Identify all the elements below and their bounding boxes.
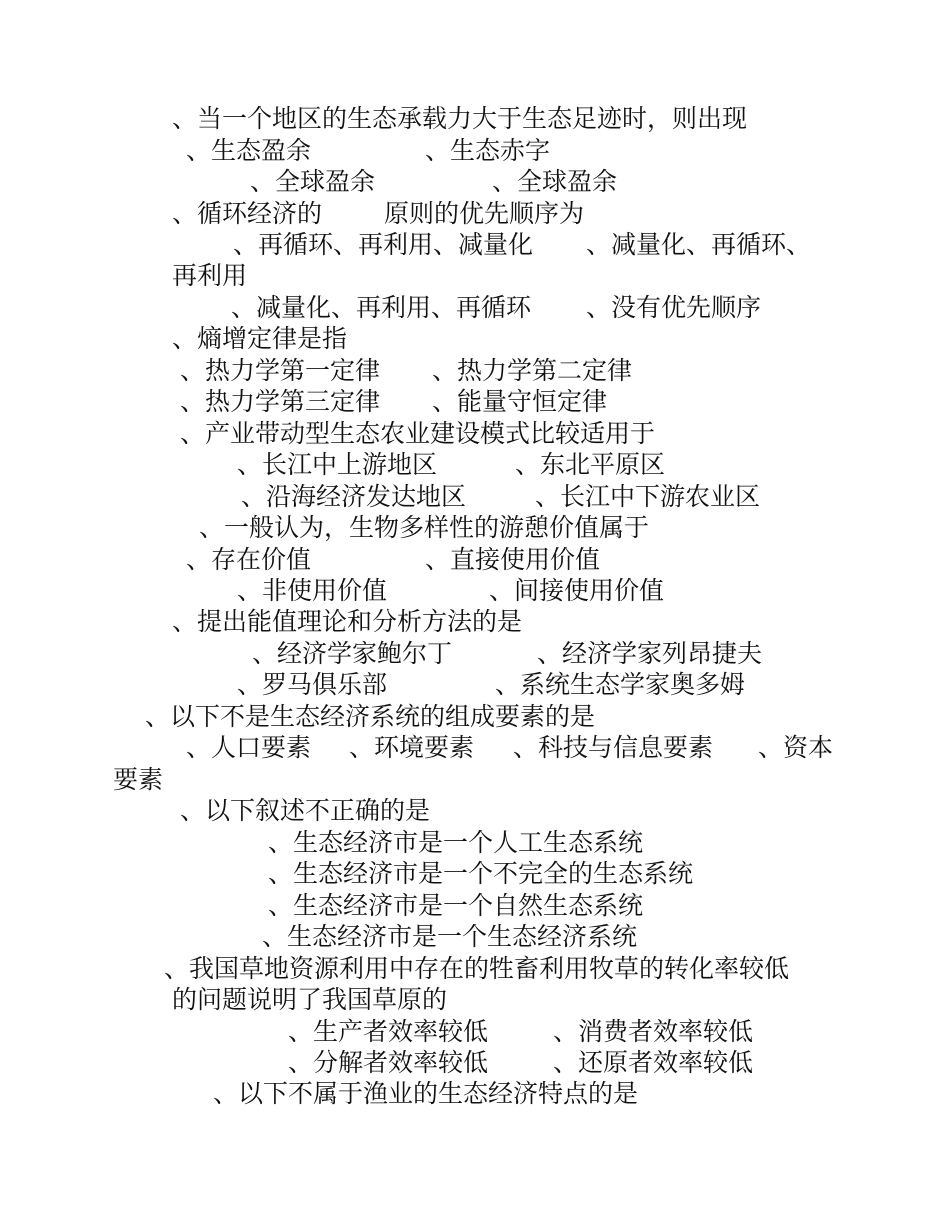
option-a: 、生态盈余 [186, 136, 312, 165]
option-d-continued: 要素 [113, 765, 164, 794]
option-b: 、环境要素 [349, 733, 475, 762]
question-9-stem: 、我国草地资源利用中存在的牲畜利用牧草的转化率较低 [164, 954, 790, 983]
option-a: 、经济学家鲍尔丁 [252, 639, 453, 668]
option-b: 、消费者效率较低 [553, 1017, 754, 1046]
option-c: 、热力学第三定律 [180, 387, 381, 416]
option-d: 、系统生态学家奥多姆 [495, 670, 746, 699]
option-b: 、热力学第二定律 [432, 356, 633, 385]
option-c: 、分解者效率较低 [288, 1048, 489, 1077]
option-a: 、生产者效率较低 [288, 1017, 489, 1046]
option-d: 、还原者效率较低 [553, 1048, 754, 1077]
option-a: 、存在价值 [186, 545, 312, 574]
option-d: 、全球盈余 [492, 167, 618, 196]
option-c: 、减量化、再利用、再循环 [231, 293, 532, 322]
question-6-stem: 、提出能值理论和分析方法的是 [172, 607, 523, 636]
option-b: 、东北平原区 [515, 450, 666, 479]
question-5-stem: 、一般认为，生物多样性的游憩价值属于 [199, 513, 650, 542]
option-b: 、生态赤字 [425, 136, 551, 165]
option-c: 、沿海经济发达地区 [241, 482, 467, 511]
option-b: 、生态经济市是一个不完全的生态系统 [268, 859, 694, 888]
option-d: 、长江中下游农业区 [535, 482, 761, 511]
option-c: 、科技与信息要素 [513, 733, 714, 762]
option-d: 、能量守恒定律 [432, 387, 608, 416]
question-7-stem: 、以下不是生态经济系统的组成要素的是 [145, 702, 596, 731]
option-d: 、生态经济市是一个生态经济系统 [262, 922, 638, 951]
question-10-stem: 、以下不属于渔业的生态经济特点的是 [213, 1079, 639, 1108]
option-c: 、非使用价值 [237, 576, 388, 605]
option-b: 、经济学家列昂捷夫 [537, 639, 763, 668]
option-b-continued: 再利用 [172, 261, 248, 290]
question-2-stem-part2: 原则的优先顺序为 [384, 199, 585, 228]
option-b: 、直接使用价值 [425, 545, 601, 574]
option-c: 、罗马俱乐部 [237, 670, 388, 699]
question-9-stem-continued: 的问题说明了我国草原的 [172, 985, 448, 1014]
option-c: 、全球盈余 [250, 167, 376, 196]
option-d: 、资本 [758, 733, 834, 762]
option-d: 、没有优先顺序 [586, 293, 762, 322]
question-8-stem: 、以下叙述不正确的是 [180, 796, 431, 825]
option-a: 、人口要素 [186, 733, 312, 762]
question-2-stem-part1: 、循环经济的 [172, 199, 323, 228]
option-a: 、再循环、再利用、减量化 [233, 230, 534, 259]
question-1-stem: 、当一个地区的生态承载力大于生态足迹时，则出现 [172, 104, 748, 133]
option-a: 、生态经济市是一个人工生态系统 [268, 828, 644, 857]
option-d: 、间接使用价值 [489, 576, 665, 605]
question-3-stem: 、熵增定律是指 [172, 324, 348, 353]
option-c: 、生态经济市是一个自然生态系统 [268, 891, 644, 920]
question-4-stem: 、产业带动型生态农业建设模式比较适用于 [180, 419, 656, 448]
option-b: 、减量化、再循环、 [586, 230, 812, 259]
option-a: 、长江中上游地区 [237, 450, 438, 479]
option-a: 、热力学第一定律 [180, 356, 381, 385]
